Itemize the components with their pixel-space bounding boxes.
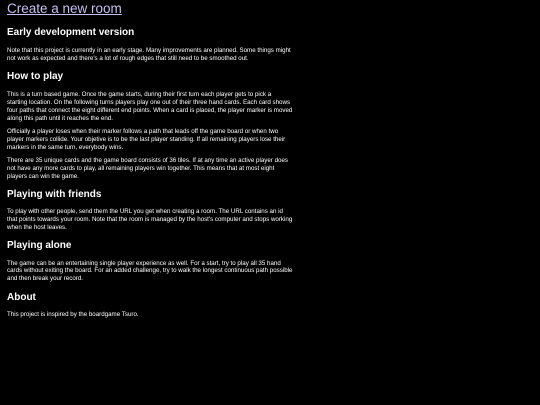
section-title-how-to-play: How to play	[7, 71, 64, 83]
paragraph-how-to-play-losing: Officially a player loses when their marker follows a path that leads off the game board or when two player markers collide. Your objetive is to be the last player standing. If all remaining players lose their markers in the same turn, everybody wins.	[7, 128, 286, 151]
create-room-link[interactable]: Create a new room	[7, 1, 122, 16]
section-title-playing-with-friends: Playing with friends	[7, 189, 102, 201]
paragraph-playing-alone: The game can be an entertaining single player experience as well. For a start, try to play all 35 hand cards without exiting the board. For an added challenge, try to walk the longest continuous path possible and then break your record.	[7, 259, 293, 282]
paragraph-playing-with-friends: To play with other people, send them the URL you get when creating a room. The URL contains an id that points towards your room. Note that the room is managed by the host's computer and stops working when the host leaves.	[7, 208, 293, 231]
paragraph-early-development: Note that this project is currently in an early stage. Many improvements are planned. Some things might not work as expected and there's a lot of rough edges that still need to be smoothed out.	[7, 47, 291, 62]
paragraph-how-to-play-cards: There are 35 unique cards and the game board consists of 36 tiles. If at any time an active player does not have any more cards to play, all remaining players win together. This means that at most eight players can win the game.	[7, 157, 289, 180]
section-title-early-development: Early development version	[7, 27, 135, 38]
paragraph-how-to-play-turns: This is a turn based game. Once the game starts, during their first turn each player gets to pick a starting location. On the following turns players play one out of their three hand cards. Each card shows four paths that connect the eight different end points. When a card is placed, the player marker is moved along this path until it reaches the end.	[7, 91, 293, 122]
main-content	[7, 27, 293, 318]
paragraph-about: This project is inspired by the boardgame Tsuro.	[7, 310, 139, 318]
section-title-about: About	[7, 291, 36, 303]
section-title-playing-alone: Playing alone	[7, 239, 72, 251]
